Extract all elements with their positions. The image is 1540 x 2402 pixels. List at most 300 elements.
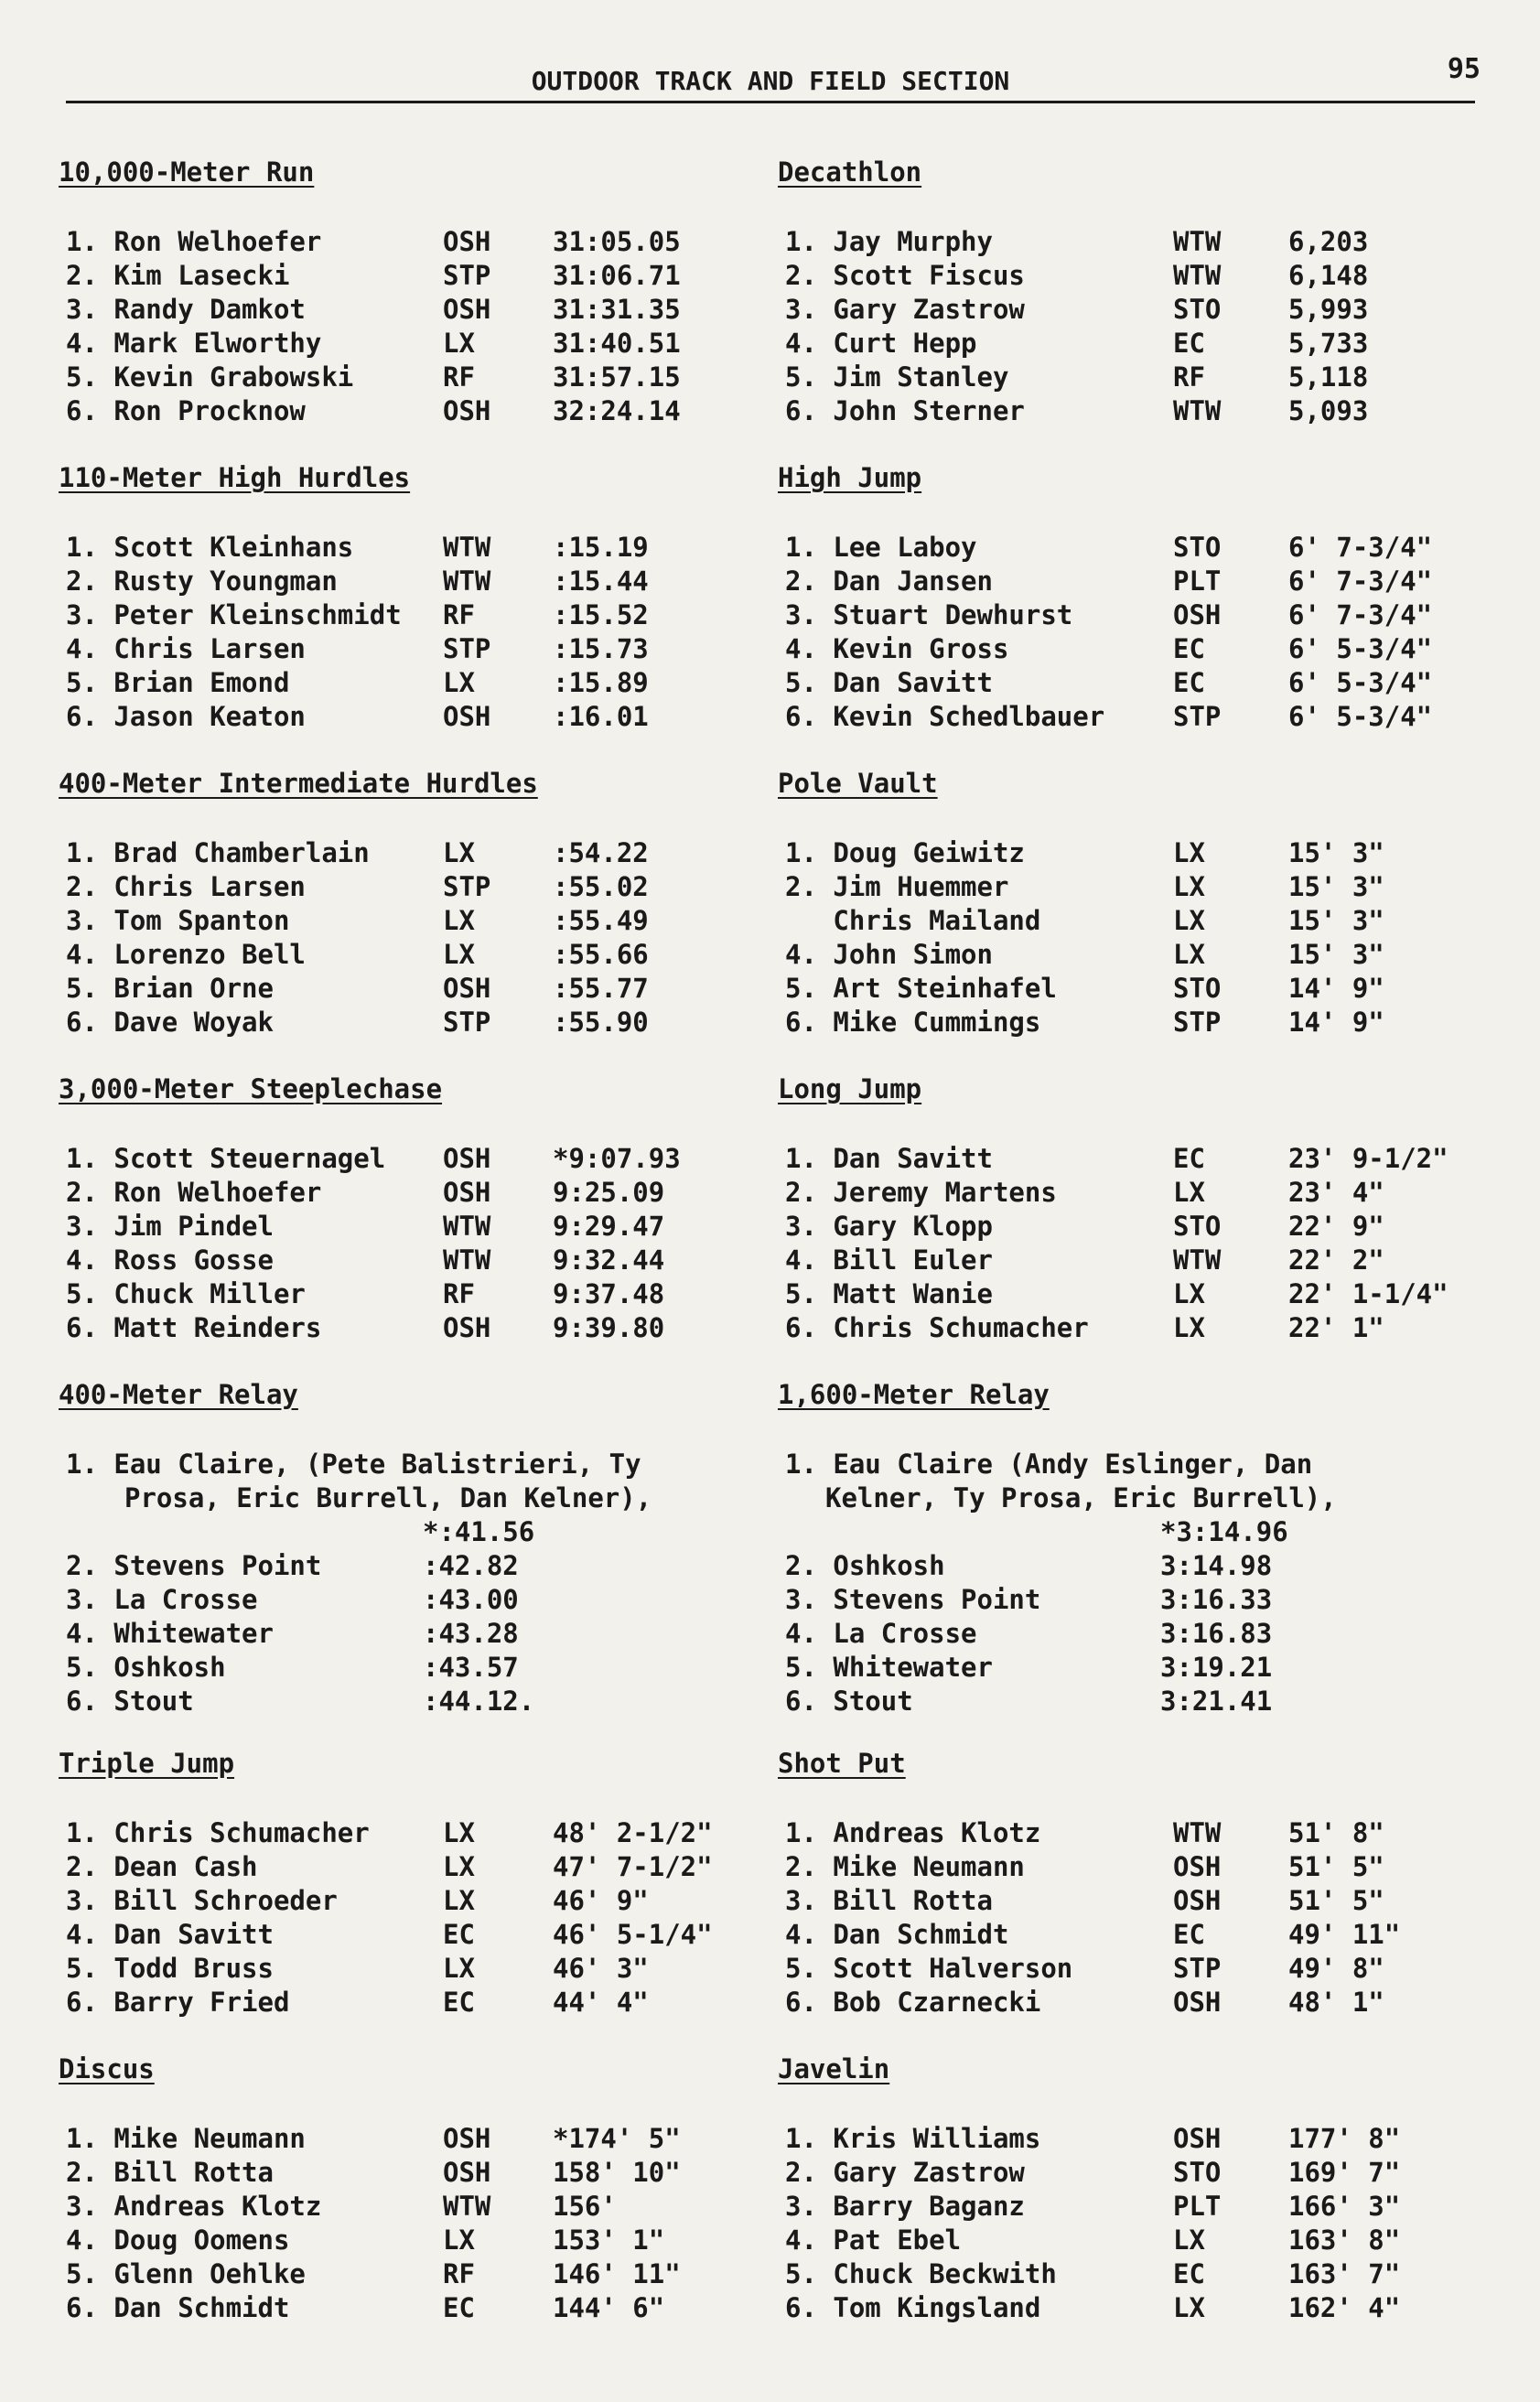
result-row	[59, 700, 781, 734]
result-row	[778, 1952, 1501, 1986]
event-section	[778, 2052, 1501, 2358]
team-code: STP	[443, 260, 491, 291]
team-code: WTW	[1173, 260, 1222, 291]
team-name: 5. Whitewater	[785, 1652, 993, 1683]
team-code: OSH	[1173, 1885, 1222, 1916]
result-mark: 44' 4"	[553, 1987, 649, 2018]
athlete-name: 3. Gary Klopp	[785, 1211, 993, 1242]
result-mark: 6' 5-3/4"	[1288, 701, 1433, 732]
result-mark: 3:19.21	[1160, 1652, 1273, 1683]
athlete-name: 1. Brad Chamberlain	[66, 837, 370, 868]
team-code: STO	[1173, 532, 1222, 563]
result-mark: 6' 7-3/4"	[1288, 565, 1433, 597]
athlete-name: 3. Barry Baganz	[785, 2191, 1025, 2222]
team-code: OSH	[443, 1177, 491, 1208]
event-title: Shot Put	[778, 1748, 906, 1779]
athlete-name: 2. Jeremy Martens	[785, 1177, 1057, 1208]
athlete-name: 2. Bill Rotta	[66, 2157, 274, 2188]
result-mark: 153' 1"	[553, 2224, 665, 2256]
result-mark: 3:16.33	[1160, 1584, 1273, 1615]
result-mark: 9:37.48	[553, 1278, 665, 1309]
result-row	[778, 565, 1501, 598]
team-code: STO	[1173, 2157, 1222, 2188]
result-row	[59, 2190, 781, 2224]
team-code: RF	[443, 361, 475, 393]
result-row	[59, 1884, 781, 1918]
result-row	[59, 972, 781, 1006]
athlete-name: 5. Glenn Oehlke	[66, 2258, 306, 2289]
result-mark: 31:40.51	[553, 328, 681, 359]
team-code: EC	[1173, 1919, 1205, 1950]
result-mark: 46' 9"	[553, 1885, 649, 1916]
result-row	[778, 1176, 1501, 1210]
team-code: STP	[1173, 1953, 1222, 1984]
team-code: WTW	[1173, 226, 1222, 257]
team-code: LX	[443, 1817, 475, 1848]
result-row	[778, 1244, 1501, 1277]
result-row	[778, 1816, 1501, 1850]
result-row	[778, 2291, 1501, 2325]
result-mark: 15' 3"	[1288, 939, 1384, 970]
result-mark: :15.19	[553, 532, 649, 563]
athlete-name: 2. Kim Lasecki	[66, 260, 290, 291]
athlete-name: 3. Peter Kleinschmidt	[66, 599, 402, 630]
athlete-name: 1. Dan Savitt	[785, 1143, 993, 1174]
result-row	[778, 1986, 1501, 2020]
result-row	[59, 598, 781, 632]
athlete-name: 6. Bob Czarnecki	[785, 1987, 1041, 2018]
result-mark: :55.90	[553, 1007, 649, 1038]
team-code: LX	[443, 939, 475, 970]
athlete-name: 4. Kevin Gross	[785, 633, 1009, 664]
event-section	[59, 156, 781, 461]
team-code: STP	[443, 1007, 491, 1038]
athlete-name: 1. Scott Kleinhans	[66, 532, 354, 563]
result-row	[59, 293, 781, 327]
relay-winner-members: Prosa, Eric Burrell, Dan Kelner),	[124, 1482, 652, 1513]
team-code: LX	[1173, 1312, 1205, 1343]
result-mark: 32:24.14	[553, 395, 681, 426]
athlete-name: 3. Stuart Dewhurst	[785, 599, 1073, 630]
event-title: High Jump	[778, 462, 922, 493]
result-mark: 5,093	[1288, 395, 1369, 426]
result-row	[778, 361, 1501, 394]
relay-winner-members: Kelner, Ty Prosa, Eric Burrell),	[825, 1482, 1337, 1513]
team-code: LX	[1173, 1177, 1205, 1208]
athlete-name: 5. Kevin Grabowski	[66, 361, 354, 393]
event-title: Long Jump	[778, 1073, 922, 1104]
right-column	[778, 156, 1501, 2358]
event-title: 400-Meter Relay	[59, 1379, 298, 1410]
result-mark: 47' 7-1/2"	[553, 1851, 713, 1882]
team-code: WTW	[1173, 395, 1222, 426]
team-code: WTW	[443, 532, 491, 563]
result-row	[59, 870, 781, 904]
athlete-name: 2. Ron Welhoefer	[66, 1177, 322, 1208]
team-code: OSH	[443, 2157, 491, 2188]
result-row	[778, 972, 1501, 1006]
relay-winner-line: 1. Eau Claire (Andy Eslinger, Dan	[785, 1449, 1313, 1480]
result-mark: 6' 5-3/4"	[1288, 633, 1433, 664]
result-row	[59, 2257, 781, 2291]
team-code: LX	[1173, 905, 1205, 936]
result-row	[59, 1210, 781, 1244]
result-mark: 51' 5"	[1288, 1885, 1384, 1916]
team-code: RF	[443, 599, 475, 630]
team-name: 6. Stout	[785, 1686, 913, 1717]
team-code: OSH	[443, 395, 491, 426]
team-code: STO	[1173, 294, 1222, 325]
event-title: 3,000-Meter Steeplechase	[59, 1073, 443, 1104]
result-row	[59, 1816, 781, 1850]
page-number: 95	[1447, 53, 1481, 85]
result-mark: :15.73	[553, 633, 649, 664]
relay-section	[778, 1378, 1501, 1747]
athlete-name: 4. John Simon	[785, 939, 993, 970]
team-code: OSH	[443, 2123, 491, 2154]
athlete-name: 4. Curt Hepp	[785, 328, 977, 359]
result-mark: :54.22	[553, 837, 649, 868]
result-mark: 6' 5-3/4"	[1288, 667, 1433, 698]
result-row	[59, 1986, 781, 2020]
result-mark: 15' 3"	[1288, 871, 1384, 902]
result-row	[59, 1918, 781, 1952]
team-name: 4. Whitewater	[66, 1618, 274, 1649]
result-row	[59, 259, 781, 293]
athlete-name: 6. Ron Procknow	[66, 395, 306, 426]
event-title: Triple Jump	[59, 1748, 235, 1779]
athlete-name: 1. Chris Schumacher	[66, 1817, 370, 1848]
result-row	[778, 2257, 1501, 2291]
result-mark: 162' 4"	[1288, 2292, 1401, 2323]
athlete-name: 4. Dan Schmidt	[785, 1919, 1009, 1950]
result-mark: 3:21.41	[1160, 1686, 1273, 1717]
result-row	[778, 394, 1501, 428]
team-code: RF	[443, 1278, 475, 1309]
event-title: 1,600-Meter Relay	[778, 1379, 1050, 1410]
team-code: EC	[1173, 633, 1205, 664]
team-code: OSH	[443, 226, 491, 257]
team-code: STO	[1173, 973, 1222, 1004]
event-section	[778, 156, 1501, 461]
result-mark: :55.02	[553, 871, 649, 902]
event-title: 110-Meter High Hurdles	[59, 462, 411, 493]
event-section	[59, 2052, 781, 2358]
team-code: STP	[1173, 1007, 1222, 1038]
athlete-name: 2. Gary Zastrow	[785, 2157, 1025, 2188]
relay-winner-mark: *:41.56	[423, 1516, 535, 1547]
result-mark: 6' 7-3/4"	[1288, 599, 1433, 630]
athlete-name: 3. Bill Schroeder	[66, 1885, 338, 1916]
result-mark: :55.66	[553, 939, 649, 970]
result-row	[59, 2122, 781, 2156]
athlete-name: 4. Pat Ebel	[785, 2224, 962, 2256]
result-mark: 48' 2-1/2"	[553, 1817, 713, 1848]
athlete-name: 5. Dan Savitt	[785, 667, 993, 698]
team-code: LX	[443, 667, 475, 698]
result-mark: 23' 4"	[1288, 1177, 1384, 1208]
result-row	[778, 2224, 1501, 2257]
result-mark: 22' 1"	[1288, 1312, 1384, 1343]
result-row	[59, 666, 781, 700]
result-mark: 31:06.71	[553, 260, 681, 291]
result-mark: 15' 3"	[1288, 905, 1384, 936]
result-mark: 9:39.80	[553, 1312, 665, 1343]
result-mark: 5,733	[1288, 328, 1369, 359]
result-mark: 6,203	[1288, 226, 1369, 257]
team-code: OSH	[443, 1143, 491, 1174]
event-title: 400-Meter Intermediate Hurdles	[59, 768, 538, 799]
result-mark: :15.89	[553, 667, 649, 698]
athlete-name: 5. Matt Wanie	[785, 1278, 993, 1309]
result-row	[778, 2156, 1501, 2190]
result-row	[59, 1651, 781, 1685]
result-row	[59, 1583, 781, 1617]
result-row	[59, 394, 781, 428]
team-code: WTW	[1173, 1244, 1222, 1276]
athlete-name: 6. Dave Woyak	[66, 1007, 274, 1038]
team-code: LX	[1173, 2224, 1205, 2256]
result-mark: 6,148	[1288, 260, 1369, 291]
result-row	[778, 1651, 1501, 1685]
team-code: PLT	[1173, 565, 1222, 597]
event-section	[59, 461, 781, 767]
result-row	[778, 870, 1501, 904]
team-code: STP	[443, 871, 491, 902]
team-code: RF	[443, 2258, 475, 2289]
relay-winner-mark: *3:14.96	[1160, 1516, 1288, 1547]
athlete-name: 5. Todd Bruss	[66, 1953, 274, 1984]
result-row	[59, 2156, 781, 2190]
result-mark: 5,118	[1288, 361, 1369, 393]
result-mark: 31:31.35	[553, 294, 681, 325]
team-code: LX	[1173, 837, 1205, 868]
result-row	[778, 836, 1501, 870]
result-mark: :15.44	[553, 565, 649, 597]
result-row	[59, 1850, 781, 1884]
team-code: EC	[1173, 2258, 1205, 2289]
result-row	[59, 361, 781, 394]
team-code: OSH	[443, 973, 491, 1004]
event-section	[778, 1747, 1501, 2052]
event-section	[59, 1747, 781, 2052]
result-row	[59, 2291, 781, 2325]
athlete-name: 1. Andreas Klotz	[785, 1817, 1041, 1848]
section-title: OUTDOOR TRACK AND FIELD SECTION	[531, 66, 1010, 96]
team-name: 3. Stevens Point	[785, 1584, 1041, 1615]
team-code: WTW	[443, 1244, 491, 1276]
result-row	[59, 938, 781, 972]
result-row	[59, 565, 781, 598]
result-mark: 14' 9"	[1288, 1007, 1384, 1038]
result-row	[778, 2190, 1501, 2224]
result-mark: 14' 9"	[1288, 973, 1384, 1004]
team-code: LX	[443, 1851, 475, 1882]
result-row	[778, 1142, 1501, 1176]
result-row	[778, 1617, 1501, 1651]
result-row	[59, 1006, 781, 1039]
result-row	[778, 598, 1501, 632]
result-row	[59, 1952, 781, 1986]
result-row	[778, 1884, 1501, 1918]
team-code: EC	[1173, 1143, 1205, 1174]
event-title: Pole Vault	[778, 768, 938, 799]
team-code: RF	[1173, 361, 1205, 393]
athlete-name: 1. Doug Geiwitz	[785, 837, 1025, 868]
team-code: WTW	[443, 2191, 491, 2222]
result-row	[59, 327, 781, 361]
result-mark: 22' 2"	[1288, 1244, 1384, 1276]
result-row	[59, 904, 781, 938]
result-mark: 9:25.09	[553, 1177, 665, 1208]
result-row	[59, 225, 781, 259]
team-code: LX	[1173, 939, 1205, 970]
result-mark: *174' 5"	[553, 2123, 681, 2154]
team-name: 2. Stevens Point	[66, 1550, 322, 1581]
result-mark: 49' 8"	[1288, 1953, 1384, 1984]
result-mark: 177' 8"	[1288, 2123, 1401, 2154]
event-title: Decathlon	[778, 156, 922, 188]
event-title: Discus	[59, 2053, 155, 2084]
athlete-name: 2. Dean Cash	[66, 1851, 258, 1882]
team-code: LX	[443, 905, 475, 936]
result-mark: :16.01	[553, 701, 649, 732]
result-row	[59, 1617, 781, 1651]
team-code: EC	[443, 1987, 475, 2018]
team-code: LX	[1173, 871, 1205, 902]
team-name: 2. Oshkosh	[785, 1550, 945, 1581]
team-code: LX	[1173, 1278, 1205, 1309]
result-mark: *9:07.93	[553, 1143, 681, 1174]
relay-winner-line: 1. Eau Claire, (Pete Balistrieri, Ty	[66, 1449, 641, 1480]
athlete-name: 6. Jason Keaton	[66, 701, 306, 732]
athlete-name: 6. Barry Fried	[66, 1987, 290, 2018]
athlete-name: 3. Tom Spanton	[66, 905, 290, 936]
athlete-name: 1. Ron Welhoefer	[66, 226, 322, 257]
team-code: EC	[443, 1919, 475, 1950]
team-code: LX	[443, 1885, 475, 1916]
result-row	[778, 1210, 1501, 1244]
team-name: 3. La Crosse	[66, 1584, 258, 1615]
athlete-name: 3. Bill Rotta	[785, 1885, 993, 1916]
team-code: LX	[1173, 2292, 1205, 2323]
result-mark: 156'	[553, 2191, 617, 2222]
result-row	[59, 836, 781, 870]
result-mark: 144' 6"	[553, 2292, 665, 2323]
event-title: Javelin	[778, 2053, 890, 2084]
result-row	[59, 1277, 781, 1311]
result-row	[778, 1006, 1501, 1039]
result-mark: 23' 9-1/2"	[1288, 1143, 1448, 1174]
event-section	[778, 1072, 1501, 1378]
result-mark: 48' 1"	[1288, 1987, 1384, 2018]
result-mark: 6' 7-3/4"	[1288, 532, 1433, 563]
team-code: WTW	[443, 1211, 491, 1242]
team-name: 5. Oshkosh	[66, 1652, 226, 1683]
result-mark: 5,993	[1288, 294, 1369, 325]
result-row	[778, 327, 1501, 361]
team-code: OSH	[443, 1312, 491, 1343]
athlete-name: 3. Gary Zastrow	[785, 294, 1025, 325]
team-code: LX	[443, 1953, 475, 1984]
team-code: WTW	[443, 565, 491, 597]
result-mark: 158' 10"	[553, 2157, 681, 2188]
team-code: OSH	[1173, 1987, 1222, 2018]
athlete-name: 1. Jay Murphy	[785, 226, 993, 257]
athlete-name: 4. Bill Euler	[785, 1244, 993, 1276]
athlete-name: 2. Scott Fiscus	[785, 260, 1025, 291]
result-mark: 166' 3"	[1288, 2191, 1401, 2222]
result-row	[778, 938, 1501, 972]
athlete-name: 4. Mark Elworthy	[66, 328, 322, 359]
result-row	[778, 904, 1501, 938]
athlete-name: 4. Lorenzo Bell	[66, 939, 306, 970]
athlete-name: 5. Scott Halverson	[785, 1953, 1073, 1984]
result-row	[778, 293, 1501, 327]
team-code: EC	[1173, 328, 1205, 359]
result-mark: 46' 3"	[553, 1953, 649, 1984]
result-row	[778, 1277, 1501, 1311]
result-mark: :43.57	[423, 1652, 519, 1683]
event-section	[59, 767, 781, 1072]
team-code: OSH	[1173, 599, 1222, 630]
result-row	[59, 1142, 781, 1176]
event-title: 10,000-Meter Run	[59, 156, 315, 188]
result-mark: :44.12.	[423, 1686, 535, 1717]
athlete-name: 3. Andreas Klotz	[66, 2191, 322, 2222]
team-code: LX	[443, 837, 475, 868]
athlete-name: 1. Mike Neumann	[66, 2123, 306, 2154]
relay-section	[59, 1378, 781, 1747]
athlete-name: 4. Doug Oomens	[66, 2224, 290, 2256]
result-row	[778, 632, 1501, 666]
result-mark: :15.52	[553, 599, 649, 630]
result-row	[778, 700, 1501, 734]
result-row	[778, 666, 1501, 700]
athlete-name: 2. Rusty Youngman	[66, 565, 338, 597]
athlete-name: 1. Scott Steuernagel	[66, 1143, 386, 1174]
result-row	[59, 1244, 781, 1277]
athlete-name: 6. Dan Schmidt	[66, 2292, 290, 2323]
team-code: OSH	[1173, 2123, 1222, 2154]
result-mark: 9:32.44	[553, 1244, 665, 1276]
athlete-name: 2. Mike Neumann	[785, 1851, 1025, 1882]
event-section	[778, 767, 1501, 1072]
result-row	[59, 2224, 781, 2257]
athlete-name: 1. Lee Laboy	[785, 532, 977, 563]
team-name: 6. Stout	[66, 1686, 194, 1717]
result-row	[778, 1549, 1501, 1583]
team-code: PLT	[1173, 2191, 1222, 2222]
result-row	[778, 1685, 1501, 1718]
team-code: EC	[443, 2292, 475, 2323]
team-code: OSH	[443, 701, 491, 732]
result-mark: 9:29.47	[553, 1211, 665, 1242]
result-mark: 22' 9"	[1288, 1211, 1384, 1242]
result-row	[778, 1583, 1501, 1617]
team-code: OSH	[443, 294, 491, 325]
result-mark: 31:05.05	[553, 226, 681, 257]
team-code: STP	[1173, 701, 1222, 732]
result-mark: 163' 8"	[1288, 2224, 1401, 2256]
result-mark: 3:16.83	[1160, 1618, 1273, 1649]
result-row	[59, 1311, 781, 1345]
team-code: LX	[443, 328, 475, 359]
result-mark: 169' 7"	[1288, 2157, 1401, 2188]
result-mark: 146' 11"	[553, 2258, 681, 2289]
result-row	[778, 1311, 1501, 1345]
event-section	[59, 1072, 781, 1378]
